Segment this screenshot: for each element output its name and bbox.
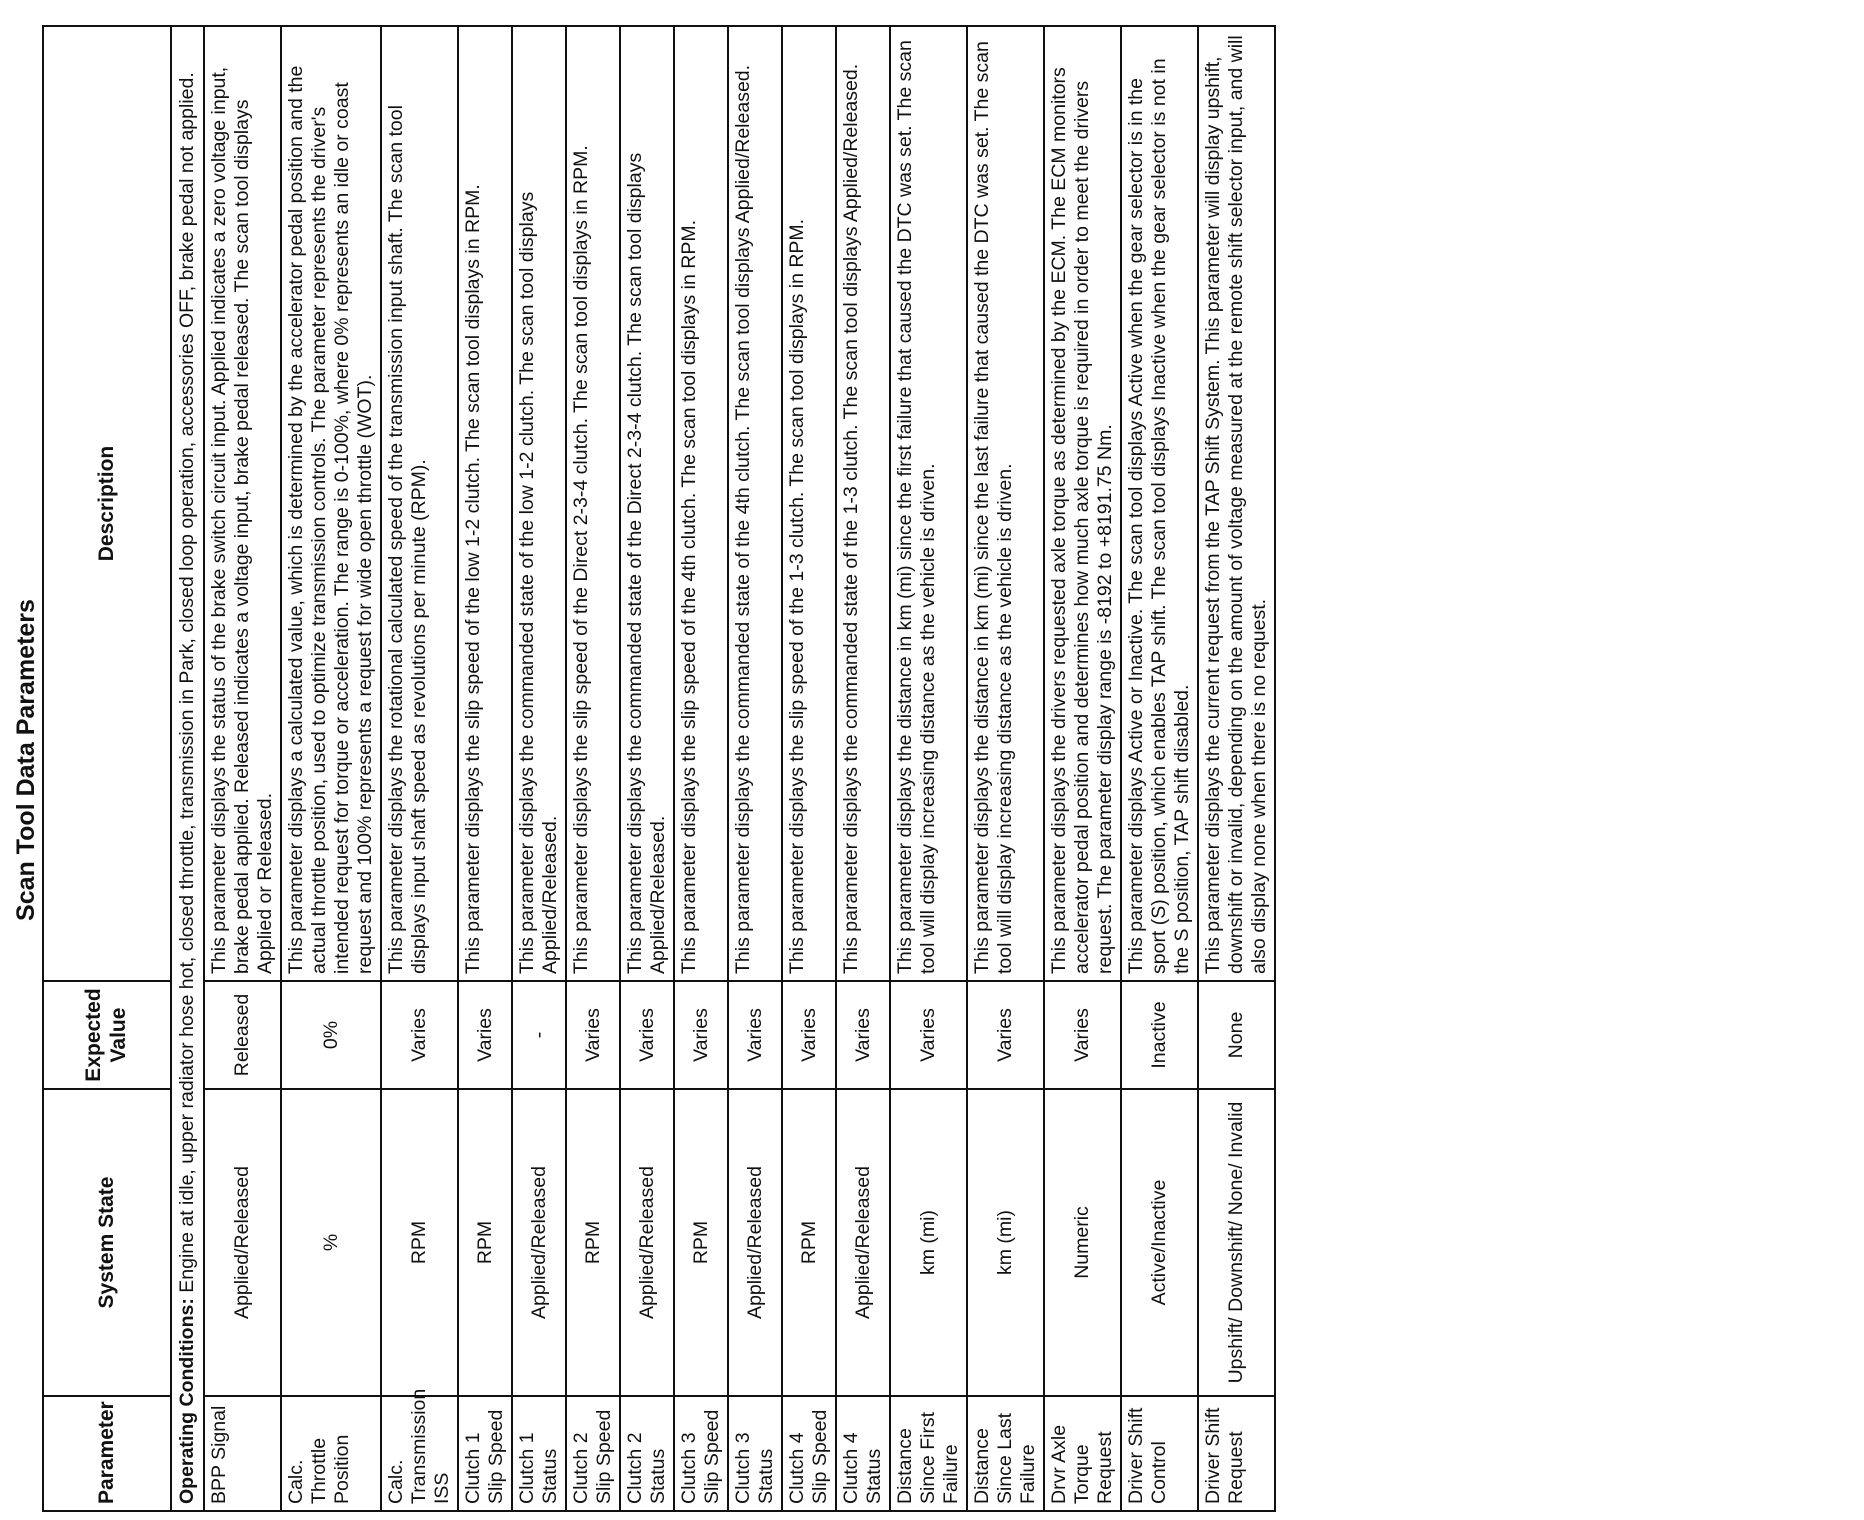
system-state-cell: km (mi) — [890, 1089, 967, 1396]
parameter-cell: Clutch 2 Slip Speed — [566, 1396, 620, 1511]
table-row — [728, 26, 782, 1511]
parameter-cell: Calc. Transmission ISS — [381, 1396, 458, 1511]
parameter-cell: Drvr Axle Torque Request — [1044, 1396, 1121, 1511]
column-header-parameter: Parameter — [43, 1396, 171, 1511]
description-cell: This parameter displays the slip speed of the Direct 2-3-4 clutch. The scan tool displays in RPM. — [566, 26, 620, 981]
description-cell: This parameter displays the rotational calculated speed of the transmission input shaft. The scan tool displays input shaft speed as revolutions per minute (RPM). — [381, 26, 458, 981]
parameter-cell: Clutch 2 Status — [620, 1396, 674, 1511]
expected-value-cell: Varies — [566, 981, 620, 1089]
system-state-cell: % — [281, 1089, 381, 1396]
description-cell: This parameter displays the slip speed of the 4th clutch. The scan tool displays in RPM. — [674, 26, 728, 981]
system-state-cell: RPM — [782, 1089, 836, 1396]
table-row — [836, 26, 890, 1511]
description-cell: This parameter displays the distance in km (mi) since the first failure that caused the DTC was set. The scan tool will display increasing distance as the vehicle is driven. — [890, 26, 967, 981]
expected-value-cell: Varies — [620, 981, 674, 1089]
table-row — [381, 26, 458, 1511]
parameter-cell: Clutch 1 Status — [512, 1396, 566, 1511]
table-row — [1044, 26, 1121, 1511]
parameter-cell: Clutch 3 Slip Speed — [674, 1396, 728, 1511]
expected-value-cell: Varies — [728, 981, 782, 1089]
operating-conditions-label: Operating Conditions: — [176, 1298, 198, 1504]
table-row — [1121, 26, 1198, 1511]
system-state-cell: Applied/Released — [512, 1089, 566, 1396]
system-state-cell: RPM — [458, 1089, 512, 1396]
table-row — [782, 26, 836, 1511]
table-row — [281, 26, 381, 1511]
parameter-cell: Clutch 4 Status — [836, 1396, 890, 1511]
expected-value-cell: Varies — [967, 981, 1044, 1089]
table-row — [967, 26, 1044, 1511]
expected-value-cell: Varies — [674, 981, 728, 1089]
expected-value-cell: Varies — [381, 981, 458, 1089]
system-state-cell: Upshift/ Downshift/ None/ Invalid — [1198, 1089, 1275, 1396]
system-state-cell: Applied/Released — [620, 1089, 674, 1396]
system-state-cell: RPM — [381, 1089, 458, 1396]
description-cell: This parameter displays the commanded state of the 4th clutch. The scan tool displays Applied/Released. — [728, 26, 782, 981]
description-cell: This parameter displays the slip speed of the 1-3 clutch. The scan tool displays in RPM. — [782, 26, 836, 981]
expected-value-cell: - — [512, 981, 566, 1089]
column-header-expected-value: Expected Value — [43, 981, 171, 1089]
system-state-cell: km (mi) — [967, 1089, 1044, 1396]
description-cell: This parameter displays the status of the brake switch circuit input. Applied indicates a zero voltage input, brake pedal applied. Released indicates a voltage input, brake pedal released. The scan tool displays Applied or Released. — [204, 26, 281, 981]
table-row — [204, 26, 281, 1511]
expected-value-cell: Released — [204, 981, 281, 1089]
parameter-cell: Distance Since First Failure — [890, 1396, 967, 1511]
description-cell: This parameter displays the current request from the TAP Shift System. This parameter will display upshift, downshift or invalid, depending on the amount of voltage measured at the remote shift selector input, and will also display none when there is no request. — [1198, 26, 1275, 981]
parameter-cell: Calc. Throttle Position — [281, 1396, 381, 1511]
table-row — [620, 26, 674, 1511]
expected-value-cell: Varies — [1044, 981, 1121, 1089]
expected-value-cell: Varies — [782, 981, 836, 1089]
parameter-cell: BPP Signal — [204, 1396, 281, 1511]
expected-value-cell: Inactive — [1121, 981, 1198, 1089]
system-state-cell: RPM — [566, 1089, 620, 1396]
header-row — [43, 26, 171, 1511]
parameter-cell: Clutch 1 Slip Speed — [458, 1396, 512, 1511]
table-row — [458, 26, 512, 1511]
description-cell: This parameter displays the slip speed of the low 1-2 clutch. The scan tool displays in RPM. — [458, 26, 512, 981]
operating-conditions-text: Engine at idle, upper radiator hose hot, closed throttle, transmission in Park, closed loop operation, accessories OFF, brake pedal not applied. — [176, 72, 198, 1299]
expected-value-cell: Varies — [458, 981, 512, 1089]
description-cell: This parameter displays the drivers requested axle torque as determined by the ECM. The ECM monitors accelerator pedal position and determines how much axle torque is required in order to meet the drivers request. The parameter display range is -8192 to +8191.75 Nm. — [1044, 26, 1121, 981]
expected-value-cell: Varies — [836, 981, 890, 1089]
operating-conditions — [171, 26, 204, 1511]
expected-value-cell: 0% — [281, 981, 381, 1089]
table-row — [674, 26, 728, 1511]
table-row — [1198, 26, 1275, 1511]
description-cell: This parameter displays Active or Inactive. The scan tool displays Active when the gear selector is in the sport (S) position, which enables TAP shift. The scan tool displays Inactive when the gear selector is not in the S position, TAP shift disabled. — [1121, 26, 1198, 981]
parameter-cell: Clutch 3 Status — [728, 1396, 782, 1511]
document-title: Scan Tool Data Parameters — [12, 599, 40, 921]
operating-conditions-row — [171, 26, 204, 1511]
parameter-cell: Driver Shift Request — [1198, 1396, 1275, 1511]
system-state-cell: Applied/Released — [728, 1089, 782, 1396]
system-state-cell: Active/Inactive — [1121, 1089, 1198, 1396]
description-cell: This parameter displays the distance in km (mi) since the last failure that caused the DTC was set. The scan tool will display increasing distance as the vehicle is driven. — [967, 26, 1044, 981]
column-header-system-state: System State — [43, 1089, 171, 1396]
description-cell: This parameter displays the commanded state of the 1-3 clutch. The scan tool displays Applied/Released. — [836, 26, 890, 981]
expected-value-cell: Varies — [890, 981, 967, 1089]
table-row — [512, 26, 566, 1511]
parameter-cell: Clutch 4 Slip Speed — [782, 1396, 836, 1511]
system-state-cell: Applied/Released — [204, 1089, 281, 1396]
scan-tool-data-table — [42, 25, 1276, 1512]
description-cell: This parameter displays the commanded state of the low 1-2 clutch. The scan tool displays Applied/Released. — [512, 26, 566, 981]
system-state-cell: RPM — [674, 1089, 728, 1396]
table-row — [890, 26, 967, 1511]
system-state-cell: Applied/Released — [836, 1089, 890, 1396]
column-header-description: Description — [43, 26, 171, 981]
expected-value-cell: None — [1198, 981, 1275, 1089]
description-cell: This parameter displays a calculated value, which is determined by the accelerator pedal position and the actual throttle position, used to optimize transmission controls. The parameter represents the driver's intended request for torque or acceleration. The range is 0-100%, where 0% represents an idle or coast request and 100% represents a request for wide open throttle (WOT). — [281, 26, 381, 981]
parameter-cell: Distance Since Last Failure — [967, 1396, 1044, 1511]
system-state-cell: Numeric — [1044, 1089, 1121, 1396]
parameter-cell: Driver Shift Control — [1121, 1396, 1198, 1511]
table-row — [566, 26, 620, 1511]
description-cell: This parameter displays the commanded state of the Direct 2-3-4 clutch. The scan tool displays Applied/Released. — [620, 26, 674, 981]
